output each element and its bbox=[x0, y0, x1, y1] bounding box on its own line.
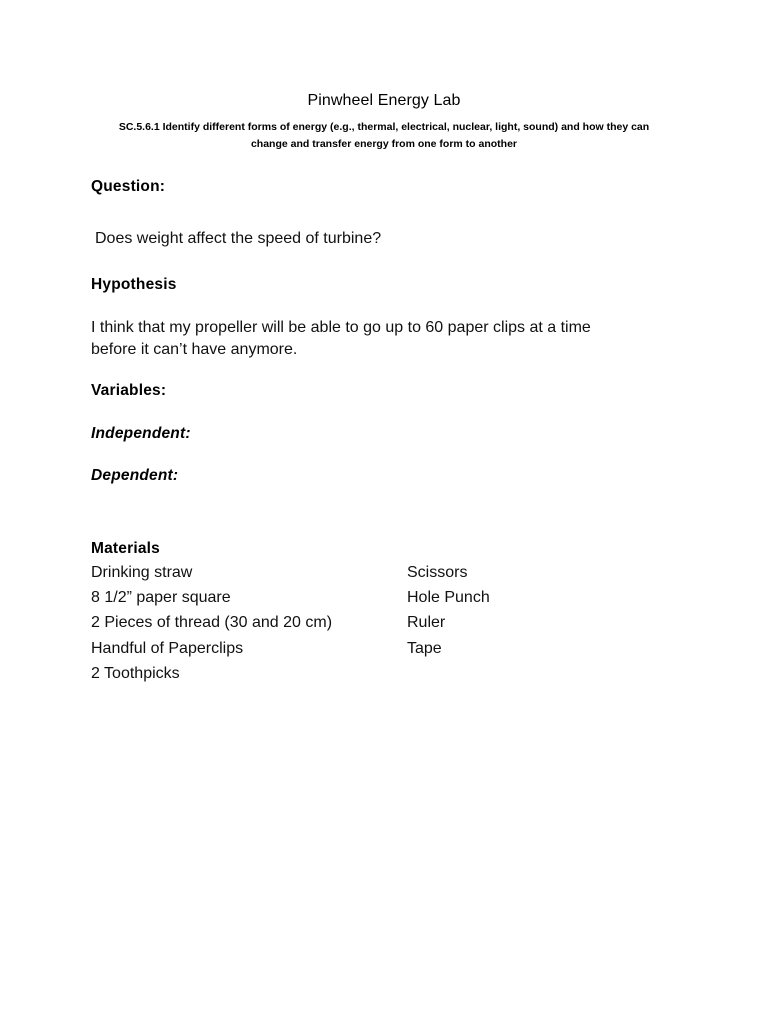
page-title: Pinwheel Energy Lab bbox=[307, 92, 461, 109]
materials-row bbox=[91, 611, 611, 636]
material-item: Drinking straw bbox=[91, 563, 193, 581]
variables-heading: Variables: bbox=[91, 382, 167, 399]
question-text: Does weight affect the speed of turbine? bbox=[95, 230, 382, 247]
hypothesis-text bbox=[91, 317, 591, 361]
materials-heading: Materials bbox=[91, 540, 160, 557]
material-item: Tape bbox=[407, 639, 442, 657]
materials-row bbox=[91, 560, 611, 585]
standard-description bbox=[84, 119, 684, 153]
materials-row bbox=[91, 661, 611, 686]
standard-line-1: SC.5.6.1 Identify different forms of energy (e.g., thermal, electrical, nuclear, light, sound) and how they can bbox=[118, 121, 650, 133]
independent-variable-label: Independent: bbox=[91, 425, 191, 442]
material-item: 2 Toothpicks bbox=[91, 664, 180, 682]
question-heading: Question: bbox=[91, 178, 166, 195]
dependent-variable-label: Dependent: bbox=[91, 467, 179, 484]
material-item: Hole Punch bbox=[407, 588, 490, 606]
hypothesis-line-2: before it can’t have anymore. bbox=[91, 341, 298, 358]
material-item: Scissors bbox=[407, 563, 468, 581]
materials-row bbox=[91, 585, 611, 610]
hypothesis-line-1: I think that my propeller will be able to go up to 60 paper clips at a time bbox=[91, 319, 591, 336]
material-item: 2 Pieces of thread (30 and 20 cm) bbox=[91, 614, 333, 632]
material-item: Ruler bbox=[407, 614, 446, 632]
standard-line-2: change and transfer energy from one form to another bbox=[250, 138, 518, 150]
material-item: Handful of Paperclips bbox=[91, 639, 244, 657]
materials-row bbox=[91, 636, 611, 661]
hypothesis-heading: Hypothesis bbox=[91, 276, 177, 293]
material-item: 8 1/2” paper square bbox=[91, 588, 231, 606]
materials-list bbox=[91, 560, 611, 686]
